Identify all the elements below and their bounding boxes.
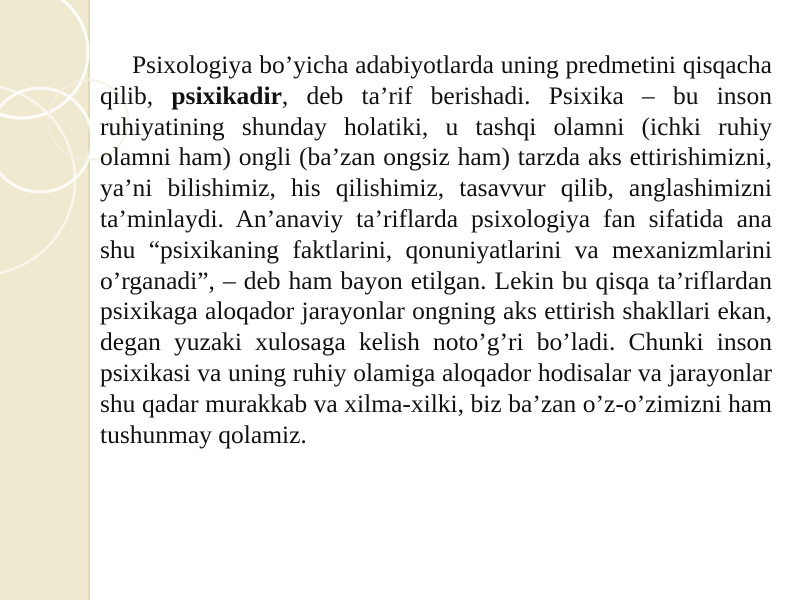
body-paragraph bbox=[100, 50, 772, 450]
paragraph-text-start: Psixologiya bo’yicha adabiyotlarda uning predmetini qisqacha qilib, bbox=[100, 50, 772, 110]
bold-term: psixikadir bbox=[171, 80, 282, 110]
paragraph-text-rest: , deb ta’rif berishadi. Psixika – bu inson ruhiyatining shunday holatiki, u tashqi olamni (ichki ruhiy olamni ham) ongli (ba’zan ongsiz ham) tarzda aks ettirishimizni, ya’ni bilishimiz, his qilishimiz, tasavvur qilib, anglashimizni ta’minlaydi. An’anaviy ta’riflarda psixologiya fan sifatida ana shu “psixikaning faktlarini, qonuniyatlarini va mexanizmlarini o’rganadi”, – deb ham bayon etilgan. Lekin bu qisqa ta’riflardan psixikaga aloqador jarayonlar ongning aks ettirish shakllari ekan, degan yuzaki xulosaga kelish noto’g’ri bo’ladi. Chunki inson psixikasi va uning ruhiy olamiga aloqador hodisalar va jarayonlar shu qadar murakkab va xilma-xilki, biz ba’zan o’z-o’zimizni ham tushunmay qolamiz. bbox=[100, 80, 772, 449]
text-content bbox=[100, 50, 772, 450]
